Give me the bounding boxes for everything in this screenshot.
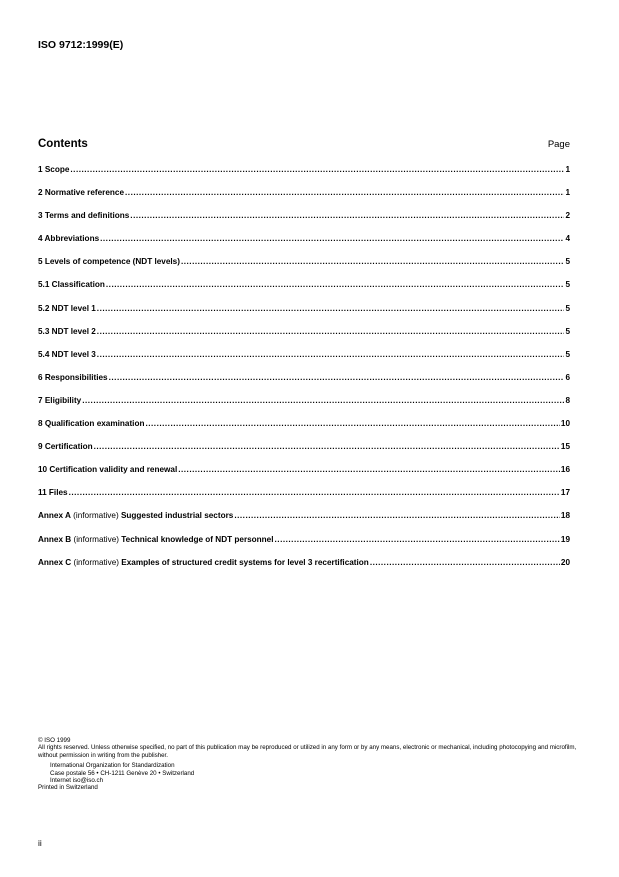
toc-entry[interactable] — [38, 327, 570, 350]
toc-entry-leader — [178, 465, 560, 474]
org-address: Case postale 56 • CH-1211 Genève 20 • Switzerland — [50, 769, 195, 777]
toc-entry-page: 2 — [565, 211, 570, 221]
printed-in: Printed in Switzerland — [38, 784, 98, 792]
toc-entry[interactable] — [38, 234, 570, 257]
toc-entry-page: 10 — [560, 419, 570, 429]
toc-entry-leader — [275, 535, 560, 544]
toc-entry[interactable] — [38, 280, 570, 303]
table-of-contents — [38, 165, 570, 581]
toc-entry-label — [38, 419, 144, 428]
contents-title: Contents — [38, 138, 88, 150]
toc-entry[interactable] — [38, 442, 570, 465]
document-header: ISO 9712:1999(E) — [38, 39, 124, 51]
toc-entry-label — [38, 257, 180, 266]
org-internet: Internet iso@iso.ch — [50, 777, 104, 785]
toc-entry-prefix: 7 Eligibility — [38, 395, 82, 405]
toc-entry-prefix: Annex A — [38, 511, 71, 521]
toc-entry-label — [38, 535, 274, 544]
toc-entry-leader — [109, 373, 565, 382]
toc-entry-label — [38, 396, 81, 405]
toc-entry-leader — [70, 165, 564, 174]
toc-entry-label — [38, 350, 96, 359]
toc-entry[interactable] — [38, 188, 570, 211]
toc-entry[interactable] — [38, 558, 570, 581]
toc-entry-page: 5 — [565, 280, 570, 290]
toc-entry-leader — [234, 511, 560, 520]
toc-entry-qualifier: (informative) — [71, 534, 122, 544]
toc-entry-page: 5 — [565, 326, 570, 336]
toc-entry-label — [38, 558, 369, 567]
toc-entry-label — [38, 511, 233, 520]
toc-entry-page: 1 — [565, 188, 570, 198]
toc-entry-prefix: 10 Certification validity and renewal — [38, 465, 178, 475]
toc-entry[interactable] — [38, 373, 570, 396]
toc-entry-prefix: 4 Abbreviations — [38, 234, 100, 244]
rights-statement: All rights reserved. Unless otherwise specified, no part of this publication may be reproduced or utilized in any form or by any means, electronic or mechanical, including photocopying and microfilm, without permission in writing from the publisher. — [38, 744, 577, 759]
toc-entry-prefix: Annex C — [38, 557, 72, 567]
toc-entry-leader — [100, 234, 564, 243]
toc-entry-page: 19 — [560, 534, 570, 544]
toc-entry-page: 16 — [560, 465, 570, 475]
toc-entry-label — [38, 327, 96, 336]
toc-entry[interactable] — [38, 165, 570, 188]
toc-entry-page: 5 — [565, 257, 570, 267]
toc-entry[interactable] — [38, 304, 570, 327]
toc-entry-leader — [82, 396, 564, 405]
toc-entry-page: 20 — [560, 557, 570, 567]
toc-entry-page: 8 — [565, 395, 570, 405]
toc-entry[interactable] — [38, 535, 570, 558]
toc-entry-prefix: 9 Certification — [38, 442, 93, 452]
toc-entry-prefix: 3 Terms and definitions — [38, 211, 130, 221]
toc-entry[interactable] — [38, 488, 570, 511]
toc-entry-leader — [130, 211, 564, 220]
toc-entry[interactable] — [38, 511, 570, 534]
copyright-notice — [38, 737, 578, 792]
toc-entry-label — [38, 304, 96, 313]
toc-entry-prefix: 1 Scope — [38, 165, 70, 174]
toc-entry-page: 5 — [565, 349, 570, 359]
toc-entry-leader — [97, 304, 565, 313]
toc-entry[interactable] — [38, 350, 570, 373]
toc-entry-prefix: 2 Normative reference — [38, 188, 125, 198]
toc-entry-prefix: 5.2 NDT level 1 — [38, 303, 96, 313]
toc-entry-label — [38, 234, 99, 243]
toc-entry-prefix: 6 Responsibilities — [38, 372, 108, 382]
toc-entry-page: 1 — [565, 165, 570, 174]
toc-entry-page: 17 — [560, 488, 570, 498]
toc-entry-leader — [370, 558, 560, 567]
toc-entry-page: 15 — [560, 442, 570, 452]
toc-entry-prefix: 11 Files — [38, 488, 68, 498]
toc-entry-label — [38, 465, 177, 474]
toc-entry-label — [38, 280, 105, 289]
toc-entry-prefix: 5.3 NDT level 2 — [38, 326, 96, 336]
toc-entry-title: Suggested industrial sectors — [120, 511, 234, 521]
toc-entry-page: 18 — [560, 511, 570, 521]
page-column-label: Page — [547, 139, 570, 150]
toc-entry-qualifier: (informative) — [71, 557, 122, 567]
toc-entry-leader — [94, 442, 560, 451]
toc-entry-label — [38, 165, 69, 174]
toc-entry-label — [38, 442, 93, 451]
toc-entry-leader — [69, 488, 560, 497]
toc-entry-prefix: 5 Levels of competence (NDT levels) — [38, 257, 180, 267]
toc-entry-prefix: 5.4 NDT level 3 — [38, 349, 96, 359]
copyright-line: © ISO 1999 — [38, 737, 71, 744]
toc-entry-label — [38, 488, 68, 497]
org-name: International Organization for Standardization — [50, 762, 175, 770]
toc-entry-title: Technical knowledge of NDT personnel — [121, 534, 274, 544]
toc-entry-page: 6 — [565, 372, 570, 382]
toc-entry[interactable] — [38, 465, 570, 488]
toc-entry-page: 5 — [565, 303, 570, 313]
toc-entry-leader — [106, 280, 565, 289]
toc-entry-title: Examples of structured credit systems for level 3 recertification — [121, 557, 369, 567]
toc-entry-page: 4 — [565, 234, 570, 244]
toc-entry-leader — [97, 327, 565, 336]
toc-entry-label — [38, 211, 129, 220]
toc-entry-leader — [97, 350, 565, 359]
toc-entry[interactable] — [38, 396, 570, 419]
toc-entry[interactable] — [38, 211, 570, 234]
toc-entry-prefix: Annex B — [38, 534, 72, 544]
toc-entry-leader — [145, 419, 559, 428]
toc-entry-label — [38, 188, 124, 197]
toc-entry-qualifier: (informative) — [70, 511, 121, 521]
toc-entry-leader — [181, 257, 564, 266]
toc-entry-prefix: 5.1 Classification — [38, 280, 105, 290]
toc-entry[interactable] — [38, 419, 570, 442]
toc-entry-leader — [125, 188, 564, 197]
toc-entry[interactable] — [38, 257, 570, 280]
toc-entry-prefix: 8 Qualification examination — [38, 419, 145, 429]
toc-entry-label — [38, 373, 108, 382]
page-number: ii — [38, 838, 42, 848]
